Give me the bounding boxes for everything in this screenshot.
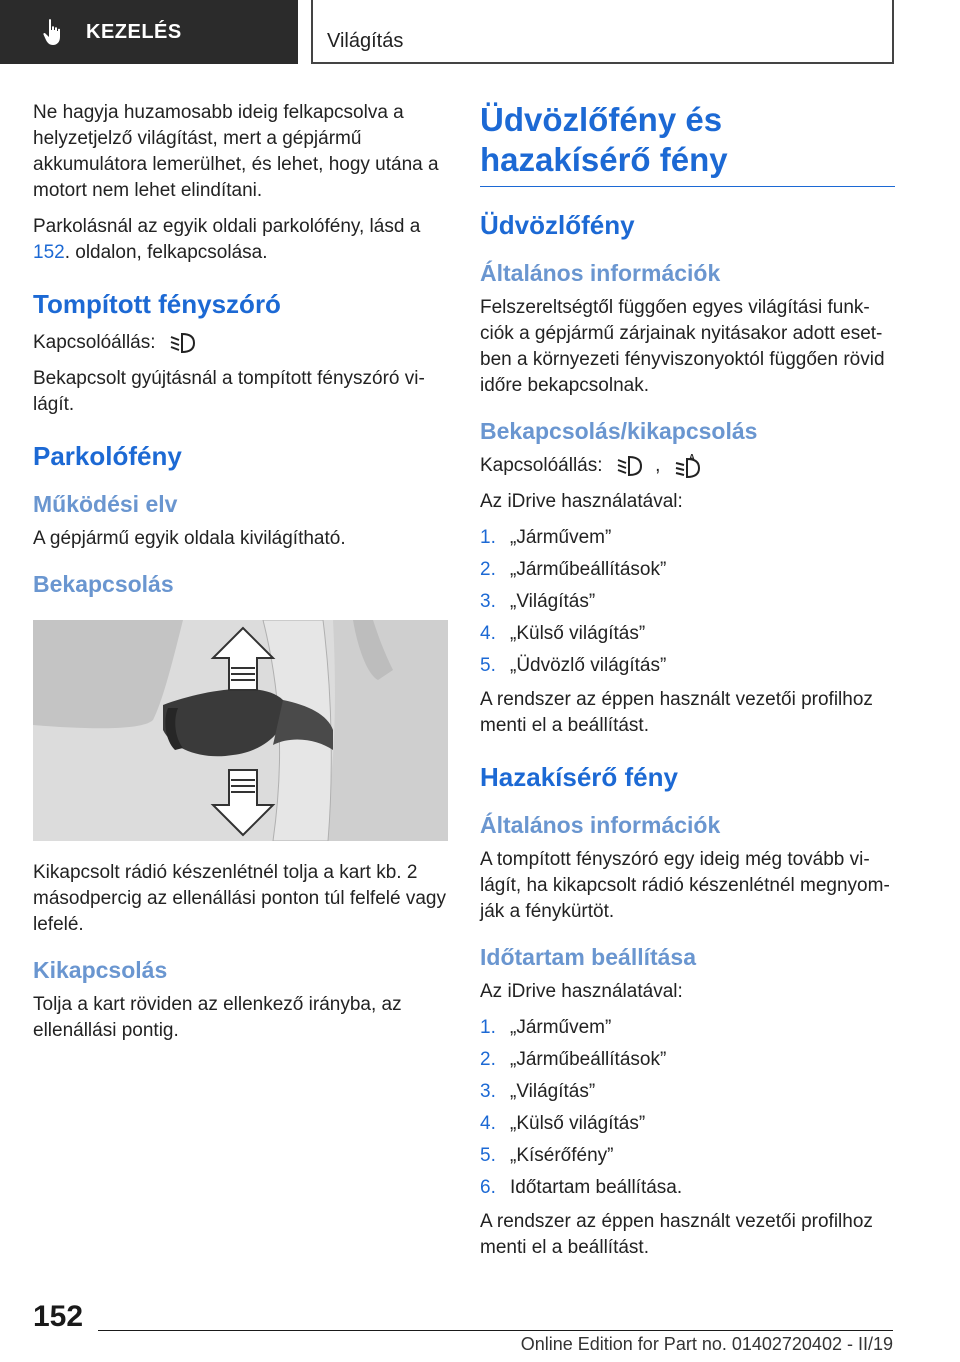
switch-on-heading: Bekapcsolás [33, 571, 174, 597]
list-item-number: 5. [480, 1145, 496, 1167]
list-item-text: „Világítás” [510, 591, 596, 613]
switch-label: Kapcsolóállás: [33, 332, 156, 353]
low-beam-icon [614, 454, 644, 478]
list-item [480, 589, 895, 615]
on-off-heading: Bekapcsolás/kikapcsolás [480, 418, 758, 444]
intro-paragraph-2 [33, 214, 448, 266]
main-title: Üdvözlőfény és hazakísérő fény [480, 100, 895, 187]
low-beam-switch-position [33, 330, 448, 356]
list-item [480, 1047, 895, 1073]
idrive-text-2: Az iDrive használatával: [480, 981, 683, 1003]
list-item-number: 4. [480, 623, 496, 645]
list-item-number: 4. [480, 1113, 496, 1135]
saved-text-2: A rendszer az éppen használt vezetői profilhoz menti el a beállítást. [480, 1211, 873, 1259]
topic-label: Világítás [327, 30, 404, 52]
saved-text-1: A rendszer az éppen használt vezetői profilhoz menti el a beállítást. [480, 689, 873, 737]
intro-text-b: . oldalon, felkapcsolása. [64, 242, 268, 263]
list-item-text: „Üdvözlő világítás” [510, 655, 667, 677]
list-item [480, 1015, 895, 1041]
list-item-number: 1. [480, 1017, 496, 1039]
list-item-number: 3. [480, 591, 496, 613]
list-item-number: 2. [480, 1049, 496, 1071]
list-item-number: 1. [480, 527, 496, 549]
list-item [480, 653, 895, 679]
page-number: 152 [33, 1300, 84, 1333]
general-info-text-1: Felszereltségtől függően egyes világítási funkciók a gépjármű zárjainak nyitásakor adott esetben a környezeti fényviszonyoktól függően rövid időre bekapcsolnak. [480, 297, 885, 396]
welcome-light-heading: Üdvözlőfény [480, 210, 635, 240]
svg-text:A: A [688, 453, 695, 462]
parking-light-heading: Parkolófény [33, 441, 182, 471]
hand-pointer-icon [42, 18, 66, 46]
low-beam-text: Bekapcsolt gyújtásnál a tompított fényszóró világít. [33, 368, 425, 415]
list-item-text: „Kísérőfény” [510, 1145, 614, 1167]
principle-heading: Működési elv [33, 491, 178, 517]
edition-text: Online Edition for Part no. 01402720402 - II/19 [520, 1334, 893, 1354]
list-item [480, 557, 895, 583]
list-item-number: 2. [480, 559, 496, 581]
list-item-text: „Járműbeállítások” [510, 559, 667, 581]
duration-heading: Időtartam beállítása [480, 944, 697, 971]
list-item [480, 1143, 895, 1169]
list-item-text: „Járműbeállítások” [510, 1049, 667, 1071]
low-beam-icon [167, 331, 197, 355]
list-item [480, 1079, 895, 1105]
idrive-text-1: Az iDrive használatával: [480, 491, 683, 513]
general-info-heading-1: Általános információk [480, 260, 721, 286]
separator: , [655, 455, 661, 477]
list-item-text: „Világítás” [510, 1081, 596, 1103]
turn-signal-lever-illustration [33, 620, 448, 841]
steps-list-2 [480, 1015, 895, 1201]
intro-paragraph-1: Ne hagyja huzamosabb ideig felkapcsolva a helyzetjelző világítást, mert a gépjármű akkumulátora lemerülhet, és lehet, hogy utána a motort nem lehet elindítani. [33, 102, 439, 201]
switch-on-text: Kikapcsolt rádió készenlétnél tolja a kart kb. 2 másodpercig az ellenállási ponton túl felfelé vagy lefelé. [33, 862, 446, 935]
section-tab [0, 0, 298, 64]
intro-text-a: Parkolásnál az egyik oldali parkolófény, lásd a [33, 216, 421, 237]
home-light-heading: Hazakísérő fény [480, 762, 678, 793]
footer-divider [98, 1330, 893, 1331]
list-item [480, 621, 895, 647]
steps-list-1 [480, 525, 895, 679]
right-column [480, 100, 895, 1271]
switch-off-text: Tolja a kart röviden az ellenkező irányba, az ellenállási pontig. [33, 994, 402, 1041]
section-label: KEZELÉS [86, 20, 182, 43]
list-item-text: Időtartam beállítása. [510, 1177, 683, 1199]
switch-label: Kapcsolóállás: [480, 455, 603, 477]
list-item-text: „Járművem” [510, 1017, 612, 1039]
list-item [480, 1175, 895, 1201]
list-item-text: „Külső világítás” [510, 623, 646, 645]
general-info-heading-2: Általános információk [480, 812, 721, 839]
list-item-number: 3. [480, 1081, 496, 1103]
left-column [33, 100, 448, 1054]
general-info-text-2: A tompított fényszóró egy ideig még tovább világít, ha kikapcsolt rádió készenlétnél megnyomják a fénykürtöt. [480, 849, 890, 923]
list-item-text: „Járművem” [510, 527, 612, 549]
list-item-number: 5. [480, 655, 496, 677]
list-item [480, 1111, 895, 1137]
list-item-number: 6. [480, 1177, 496, 1199]
switch-off-heading: Kikapcsolás [33, 957, 168, 983]
on-off-switch-position [480, 453, 895, 479]
principle-text: A gépjármű egyik oldala kivilágítható. [33, 528, 346, 549]
list-item [480, 525, 895, 551]
auto-headlight-icon [672, 453, 702, 479]
list-item-text: „Külső világítás” [510, 1113, 646, 1135]
page-ref-link[interactable]: 152 [33, 242, 65, 263]
topic-header [311, 0, 894, 64]
low-beam-heading: Tompított fényszóró [33, 289, 281, 319]
